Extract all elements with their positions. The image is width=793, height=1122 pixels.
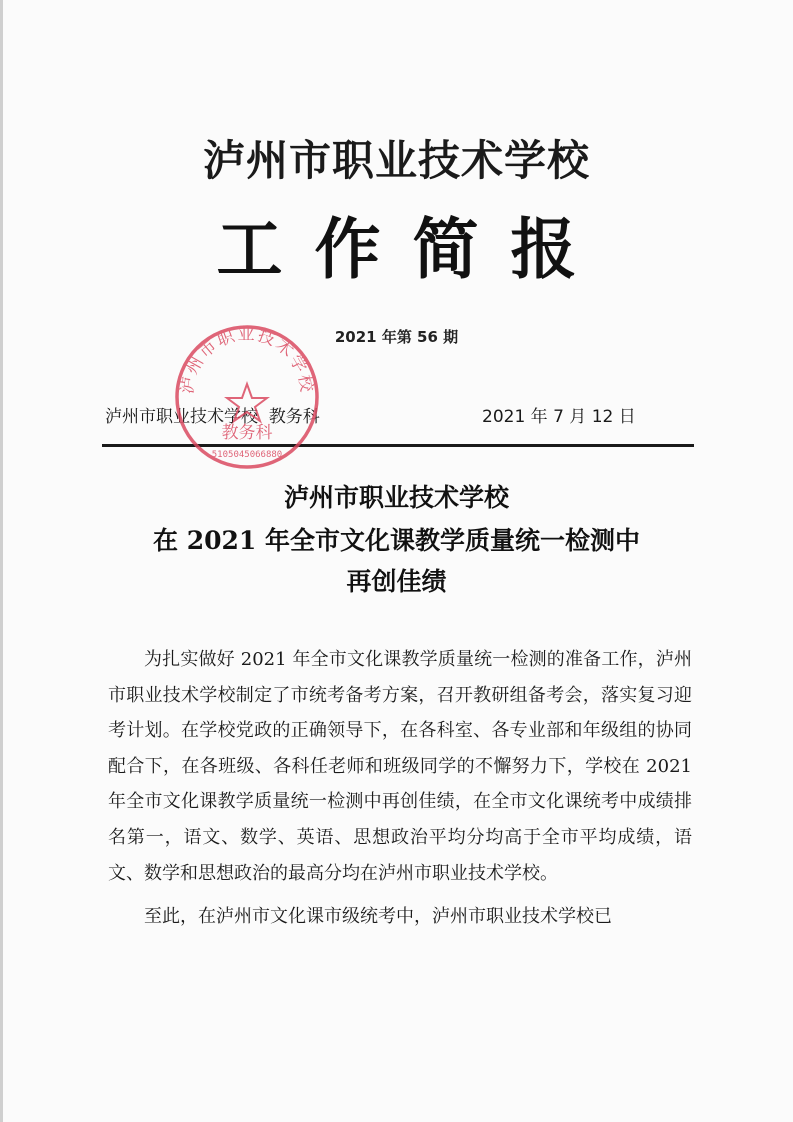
article-title-line-3: 再创佳绩 xyxy=(346,567,447,596)
body-paragraph-2: 至此，在泸州市文化课市级统考中，泸州市职业技术学校已 xyxy=(144,906,612,928)
article-body xyxy=(108,642,692,943)
issue-date: 2021 年 7 月 12 日 xyxy=(482,407,636,427)
body-paragraph-1: 为扎实做好 2021 年全市文化课教学质量统一检测的准备工作，泸州市职业技术学校制定了市统考备考方案，召开教研组备考会，落实复习迎考计划。在学校党政的正确领导下，在各科室、各专业部和年级组的协同配合下，在各班级、各科任老师和班级同学的不懈努力下，学校在 2021 年全市文化课教学质量统一检测中再创佳绩，在全市文化课统考中成绩排名第一，语文、数学、英语、思想政治平均分均高于全市平均成绩，语文、数学和思想政治的最高分均在泸州市职业技术学校。 xyxy=(108,649,692,884)
article-title-line-1: 泸州市职业技术学校 xyxy=(283,483,509,512)
issuing-department: 泸州市职业技术学校 教务科 xyxy=(105,407,320,427)
issue-number: 2021 年第 56 期 xyxy=(334,328,459,346)
article-title-line-2: 在 2021 年全市文化课教学质量统一检测中 xyxy=(153,526,640,555)
header-brief-title: 工作简报 xyxy=(216,211,609,288)
svg-text:泸州市职业技术学校: 泸州市职业技术学校 xyxy=(177,324,317,396)
svg-text:5105045066880: 5105045066880 xyxy=(211,450,283,460)
svg-text:教务科: 教务科 xyxy=(221,423,273,443)
header-school-name: 泸州市职业技术学校 xyxy=(202,136,590,185)
official-seal-stamp xyxy=(172,322,322,472)
